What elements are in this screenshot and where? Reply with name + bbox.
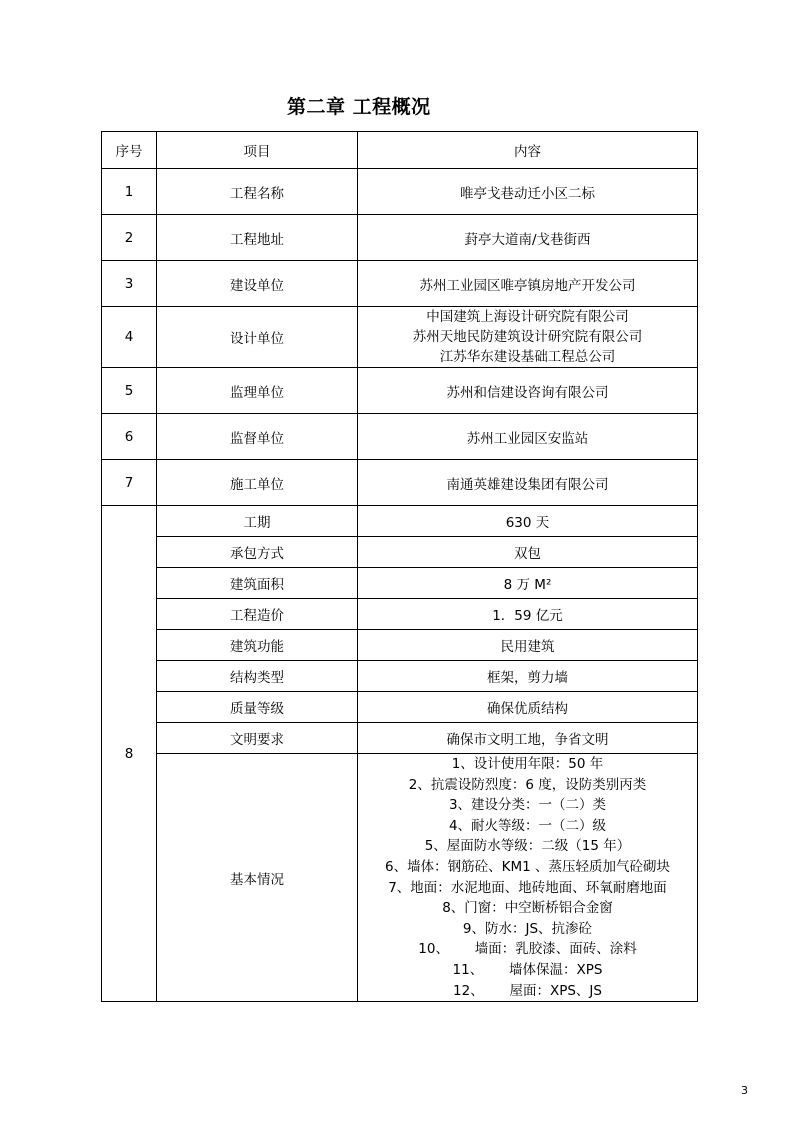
header-content: 内容 <box>358 132 698 169</box>
table-row <box>102 599 698 630</box>
row-item: 工程地址 <box>157 215 358 261</box>
list-item: 6、墙体：钢筋砼、KM1 、蒸压轻质加气砼砌块 <box>385 858 670 875</box>
row-item: 工期 <box>157 506 358 537</box>
header-no: 序号 <box>102 132 157 169</box>
row-item: 工程造价 <box>157 599 358 630</box>
table-row <box>102 261 698 307</box>
row-content: 双包 <box>358 537 698 568</box>
row-no: 6 <box>102 414 157 460</box>
list-item: 11、 墙体保温：XPS <box>452 961 603 978</box>
row-item: 监理单位 <box>157 368 358 414</box>
list-item: 3、建设分类：一（二）类 <box>448 797 607 814</box>
page-number: 3 <box>741 1084 748 1097</box>
table-row <box>102 568 698 599</box>
row-item: 建筑功能 <box>157 630 358 661</box>
row-content: 唯亭戈巷动迁小区二标 <box>358 169 698 215</box>
chapter-title: 第二章 工程概况 <box>287 96 431 118</box>
project-overview-table <box>101 131 698 1002</box>
table-row <box>102 460 698 506</box>
row-no: 3 <box>102 261 157 307</box>
row-item: 建设单位 <box>157 261 358 307</box>
list-item: 1、设计使用年限：50 年 <box>451 756 604 772</box>
table-row <box>102 414 698 460</box>
table-row <box>102 169 698 215</box>
list-item: 4、耐火等级：一（二）级 <box>448 817 607 834</box>
table-row <box>102 661 698 692</box>
row-content: 葑亭大道南/戈巷街西 <box>358 215 698 261</box>
row-content: 苏州和信建设咨询有限公司 <box>358 368 698 414</box>
row-content: 南通英雄建设集团有限公司 <box>358 460 698 506</box>
row-no: 4 <box>102 307 157 368</box>
row-item: 建筑面积 <box>157 568 358 599</box>
row-no: 5 <box>102 368 157 414</box>
row-item: 文明要求 <box>157 723 358 754</box>
table-row <box>102 537 698 568</box>
row-content: 民用建筑 <box>358 630 698 661</box>
row-item: 设计单位 <box>157 307 358 368</box>
row-content: 8 万 M² <box>358 568 698 599</box>
row-content: 苏州工业园区唯亭镇房地产开发公司 <box>358 261 698 307</box>
table-row <box>102 754 698 1002</box>
designer-line: 江苏华东建设基础工程总公司 <box>439 349 616 365</box>
row-item: 工程名称 <box>157 169 358 215</box>
table-row <box>102 692 698 723</box>
row-item: 结构类型 <box>157 661 358 692</box>
designer-line: 苏州天地民防建筑设计研究院有限公司 <box>412 329 643 345</box>
list-item: 10、 墙面：乳胶漆、面砖、涂料 <box>418 941 637 958</box>
list-item: 8、门窗：中空断桥铝合金窗 <box>442 900 613 917</box>
table-header-row <box>102 132 698 169</box>
row-content: 确保市文明工地，争省文明 <box>358 723 698 754</box>
row-content: 1．59 亿元 <box>358 599 698 630</box>
row-no: 2 <box>102 215 157 261</box>
row-item: 施工单位 <box>157 460 358 506</box>
row-no: 1 <box>102 169 157 215</box>
header-item: 项目 <box>157 132 358 169</box>
basic-info-list <box>358 754 698 1002</box>
row-item: 基本情况 <box>157 754 358 1002</box>
table-row <box>102 723 698 754</box>
table-row <box>102 307 698 368</box>
row-no: 8 <box>102 506 157 1002</box>
table-row <box>102 630 698 661</box>
list-item: 12、 屋面：XPS、JS <box>453 982 602 999</box>
row-no: 7 <box>102 460 157 506</box>
table-row <box>102 215 698 261</box>
list-item: 7、地面：水泥地面、地砖地面、环氧耐磨地面 <box>388 879 667 896</box>
row-content: 确保优质结构 <box>358 692 698 723</box>
row-content: 苏州工业园区安监站 <box>358 414 698 460</box>
row-content: 框架，剪力墙 <box>358 661 698 692</box>
designer-line: 中国建筑上海设计研究院有限公司 <box>426 309 629 325</box>
row-content: 630 天 <box>358 506 698 537</box>
list-item: 5、屋面防水等级：二级（15 年） <box>424 838 631 855</box>
row-item: 监督单位 <box>157 414 358 460</box>
list-item: 9、防水：JS、抗渗砼 <box>462 920 593 937</box>
list-item: 2、抗震设防烈度：6 度，设防类别丙类 <box>408 776 647 793</box>
table-row <box>102 506 698 537</box>
row-item: 承包方式 <box>157 537 358 568</box>
row-content <box>358 307 698 368</box>
row-item: 质量等级 <box>157 692 358 723</box>
table-row <box>102 368 698 414</box>
